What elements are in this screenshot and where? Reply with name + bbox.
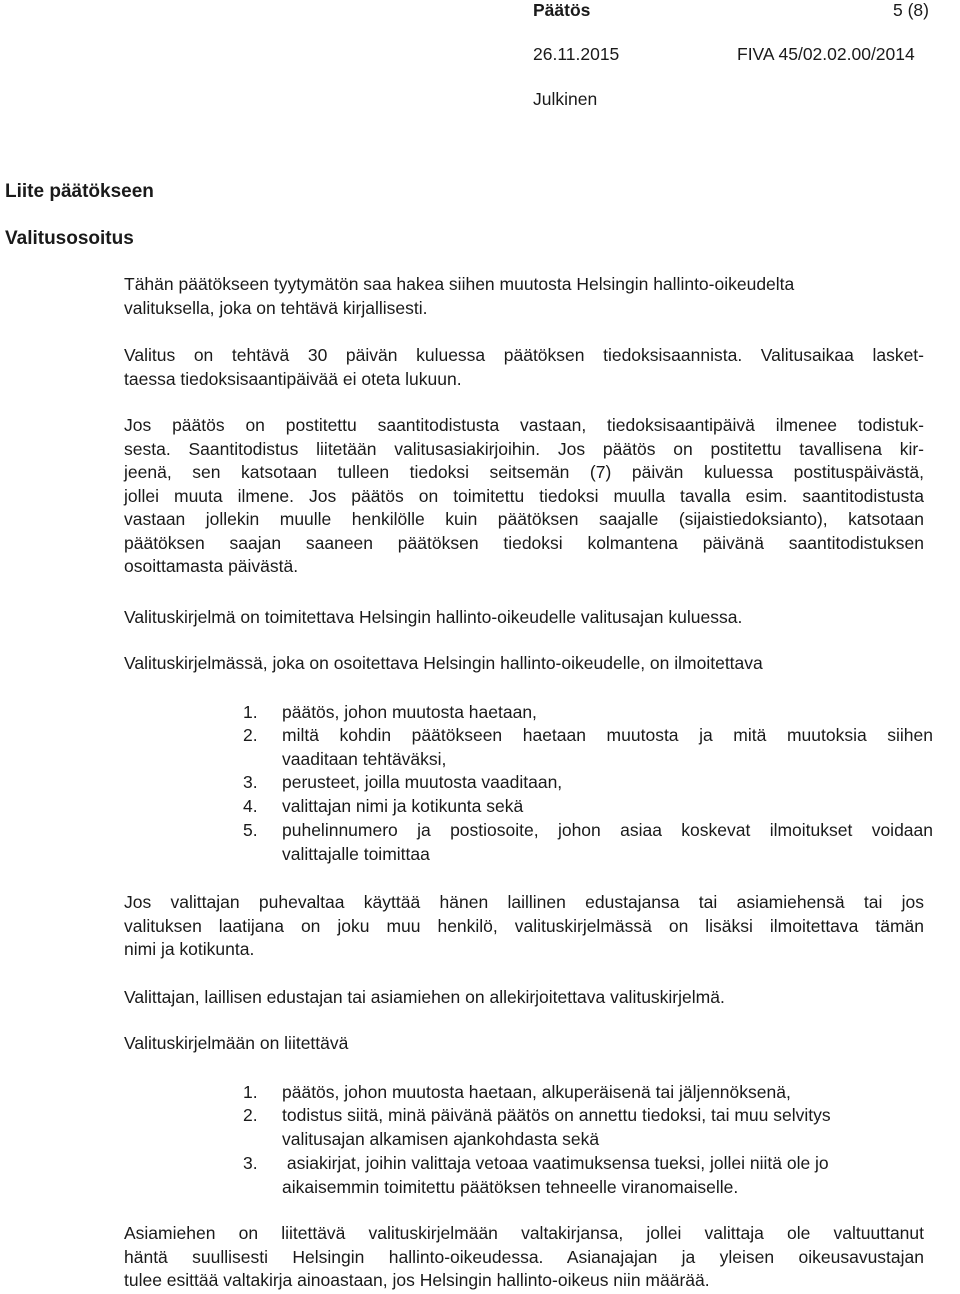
list-text: perusteet, joilla muutosta vaaditaan, [282,772,563,792]
list-number: 3. [243,772,258,792]
list-number: 2. [243,1105,258,1125]
list-text: puhelinnumero ja postiosoite, johon asiaa koskevat ilmoitukset voidaan [282,820,933,840]
paragraph-line: nimi ja kotikunta. [124,939,255,959]
list-text: päätös, johon muutosta haetaan, [282,702,537,722]
list-text: vaaditaan tehtäväksi, [282,748,447,769]
paragraph-service-date [124,414,924,579]
paragraph-line: vastaan jollekin muulle henkilölle kuin päätöksen saajalle (sijaistiedoksianto), katsotaan [124,509,924,529]
paragraph-appeal-deadline [124,344,924,391]
paragraph-representative [124,891,924,962]
document-reference: FIVA 45/02.02.00/2014 [737,44,915,64]
list-text: valittajan nimi ja kotikunta sekä [282,796,524,816]
list-text: miltä kohdin päätökseen haetaan muutosta ja mitä muutoksia siihen [282,725,933,745]
list-number: 1. [243,1082,258,1102]
paragraph-attachments [124,1032,924,1056]
paragraph-line: osoittamasta päivästä. [124,556,299,576]
paragraph-line: jeenä, sen katsotaan tulleen tiedoksi seitsemän (7) päivän kuluessa postituspäivästä, [124,462,924,482]
paragraph-line: sesta. Saantitodistus liitetään valitusasiakirjoihin. Jos päätös on postitettu tavallisena kir- [124,438,924,459]
document-type: Päätös [533,0,591,20]
paragraph-line: jollei muuta ilmene. Jos päätös on toimitettu tiedoksi muulla tavalla esim. saantitodistusta [124,485,924,506]
paragraph-line: Valituskirjelmässä, joka on osoitettava Helsingin hallinto-oikeudelle, on ilmoitettava [124,653,763,673]
paragraph-required-contents [124,652,924,676]
paragraph-power-of-attorney [124,1222,924,1293]
paragraph-line: tulee esittää valtakirja ainoastaan, jos Helsingin hallinto-oikeus niin määrää. [124,1270,710,1290]
list-number: 2. [243,725,258,745]
list-text: valittajalle toimittaa [282,843,430,864]
list-text: todistus siitä, minä päivänä päätös on annettu tiedoksi, tai muu selvitys [282,1105,831,1125]
paragraph-line: Jos valittajan puhevaltaa käyttää hänen laillinen edustajansa tai asiamiehensä tai jos [124,892,924,912]
paragraph-line: Jos päätös on postitettu saantitodistusta vastaan, tiedoksisaantipäivä ilmenee todistuk- [124,415,924,435]
paragraph-submission [124,606,924,630]
paragraph-line: Valitus on tehtävä 30 päivän kuluessa päätöksen tiedoksisaannista. Valitusaikaa lasket- [124,345,924,365]
paragraph-signature [124,986,924,1010]
paragraph-line: valituksella, joka on tehtävä kirjallisesti. [124,297,428,318]
paragraph-line: häntä suullisesti Helsingin hallinto-oikeudessa. Asianajajan ja yleisen oikeusavustajan [124,1246,924,1267]
paragraph-line: päätöksen saajan saaneen päätöksen tiedoksi kolmantena päivänä saantitodistuksen [124,532,924,553]
section-title: Valitusosoitus [5,228,134,249]
paragraph-line: Valittajan, laillisen edustajan tai asiamiehen on allekirjoitettava valituskirjelmä. [124,987,725,1007]
paragraph-appeal-right [124,273,924,320]
paragraph-line: Valituskirjelmä on toimitettava Helsingin hallinto-oikeudelle valitusajan kuluessa. [124,607,743,627]
paragraph-line: valituksen laatijana on joku muu henkilö, valituskirjelmässä on lisäksi ilmoitettava tämän [124,915,924,936]
paragraph-line: taessa tiedoksisaantipäivää ei oteta lukuun. [124,368,462,389]
list-text: valitusajan alkamisen ajankohdasta sekä [282,1128,600,1149]
page-number: 5 (8) [893,0,929,20]
list-number: 1. [243,702,258,722]
paragraph-line: Valituskirjelmään on liitettävä [124,1033,349,1053]
paragraph-line: Asiamiehen on liitettävä valituskirjelmään valtakirjansa, jollei valittaja ole valtuuttanut [124,1223,924,1243]
list-number: 4. [243,796,258,816]
list-text: päätös, johon muutosta haetaan, alkuperäisenä tai jäljennöksenä, [282,1082,791,1102]
paragraph-line: Tähän päätökseen tyytymätön saa hakea siihen muutosta Helsingin hallinto-oikeudelta [124,274,795,294]
document-date: 26.11.2015 [533,44,620,64]
list-number: 3. [243,1153,258,1173]
list-text: aikaisemmin toimitettu päätöksen tehneelle viranomaiselle. [282,1176,739,1197]
classification: Julkinen [533,89,598,109]
list-number: 5. [243,820,258,840]
appendix-title: Liite päätökseen [5,181,154,202]
list-text: asiakirjat, joihin valittaja vetoaa vaatimuksensa tueksi, jollei niitä ole jo [282,1153,829,1173]
